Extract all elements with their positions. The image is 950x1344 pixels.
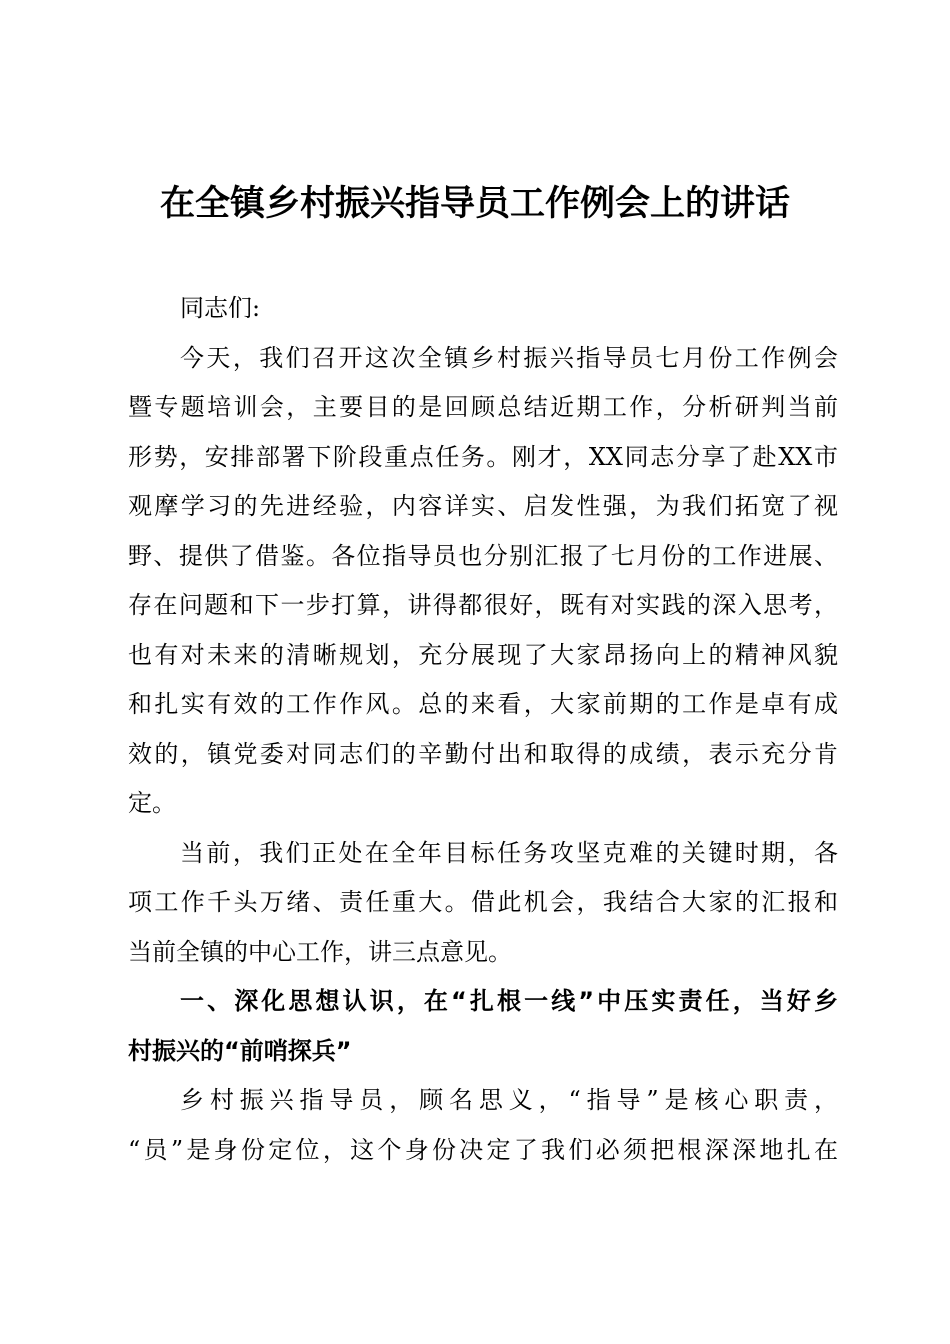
text-line: 当前，我们正处在全年目标任务攻坚克难的关键时期，各 — [180, 838, 838, 867]
text-line: 观摩学习的先进经验，内容详实、启发性强，为我们拓宽了视 — [128, 492, 838, 520]
text-line: 今天，我们召开这次全镇乡村振兴指导员七月份工作例会 — [180, 343, 838, 372]
heading-line: 村振兴的“前哨探兵” — [128, 1036, 352, 1065]
text-line: “员”是身份定位，这个身份决定了我们必须把根深深地扎在 — [128, 1135, 838, 1164]
text-line: 定。 — [128, 789, 176, 817]
text-line: 效的，镇党委对同志们的辛勤付出和取得的成绩，表示充分肯 — [128, 739, 838, 768]
document-title: 在全镇乡村振兴指导员工作例会上的讲话 — [159, 183, 790, 224]
paragraph-section-1 — [128, 1076, 838, 1175]
text-line: 存在问题和下一步打算，讲得都很好，既有对实践的深入思考， — [128, 591, 838, 619]
text-line: 项工作千头万绪、责任重大。借此机会，我结合大家的汇报和 — [128, 888, 838, 916]
text-line: 野、提供了借鉴。各位指导员也分别汇报了七月份的工作进展、 — [128, 541, 838, 570]
heading-line: 一、深化思想认识，在“扎根一线”中压实责任，当好乡 — [180, 987, 838, 1015]
text-line: 也有对未来的清晰规划，充分展现了大家昂扬向上的精神风貌 — [128, 640, 838, 669]
text-line: 暨专题培训会，主要目的是回顾总结近期工作，分析研判当前 — [128, 393, 838, 421]
paragraph-intro — [128, 334, 838, 829]
text-line: 和扎实有效的工作作风。总的来看，大家前期的工作是卓有成 — [128, 690, 838, 718]
text-line: 当前全镇的中心工作，讲三点意见。 — [128, 937, 512, 966]
text-line: 形势，安排部署下阶段重点任务。刚才，XX同志分享了赴XX市 — [128, 442, 838, 471]
salutation: 同志们: — [180, 294, 261, 322]
section-heading-1 — [128, 977, 838, 1076]
document-body — [128, 284, 838, 1175]
text-line: 乡村振兴指导员，顾名思义，“指导”是核心职责， — [180, 1086, 838, 1114]
paragraph-context — [128, 829, 838, 978]
